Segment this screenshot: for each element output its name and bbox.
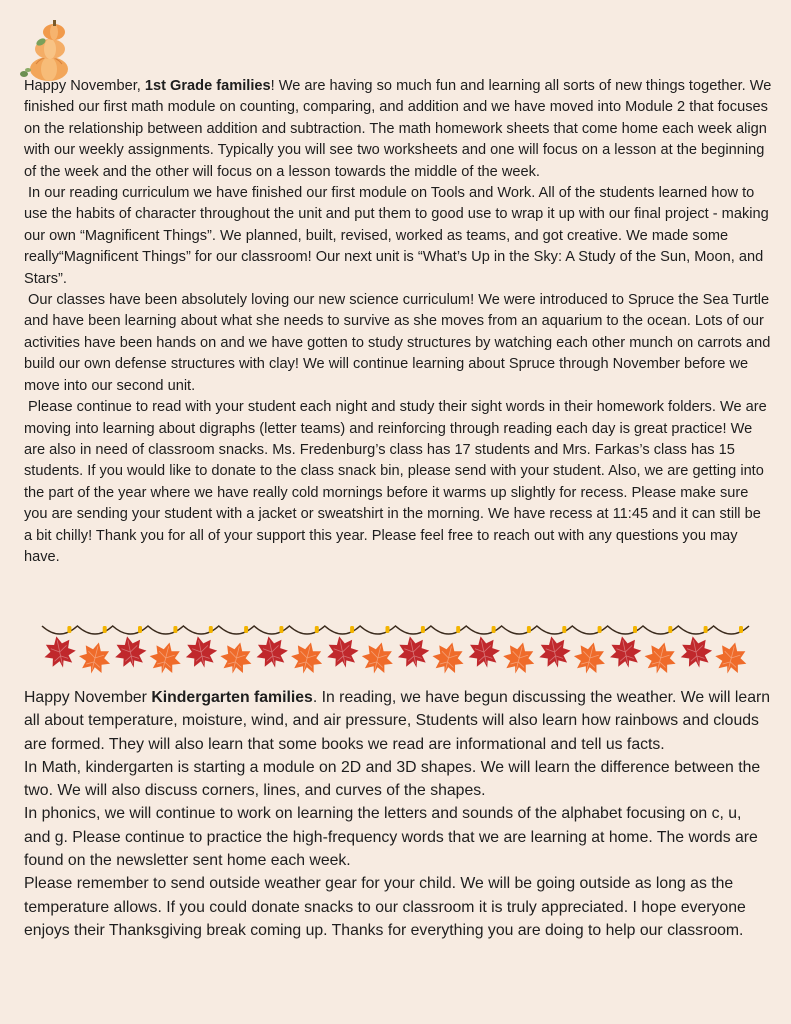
garland-leaf (358, 639, 397, 678)
garland-leaf (182, 633, 220, 671)
garland-leaf (606, 633, 644, 671)
garland-bead (668, 626, 672, 633)
garland-bead (633, 626, 637, 633)
garland-leaf (536, 633, 574, 671)
garland-bead (598, 626, 602, 633)
garland-leaf (394, 633, 432, 671)
garland-bead (173, 626, 177, 633)
garland-bead (386, 626, 390, 633)
garland-bead (562, 626, 566, 633)
first-grade-science-paragraph: Our classes have been absolutely loving our new science curriculum! We were introduced to Spruce the Sea Turtle and have been learning about what she needs to survive as she moves from an aquarium to the ocean. Lots of our activities have been hands on and we have gotten to study structures by watching each other munch on carrots and build our own defense structures with clay! We will continue learning about Spruce through November before we move into our second unit. (24, 292, 771, 394)
garland-bead (704, 626, 708, 633)
garland-leaf (76, 639, 115, 678)
pumpkin-stack-icon (16, 14, 74, 84)
garland-bead (209, 626, 213, 633)
garland-leaf (500, 639, 539, 678)
first-grade-intro: Happy November, 1st Grade families! We are having so much fun and learning all sorts of new things together. We finished our first math module on counting, comparing, and addition and we have moved into Module 2 that focuses on the relationship between addition and subtraction. The math homework sheets that come home each week align with our weekly assignments. Typically you will see two worksheets and one will focus on a lesson at the beginning of the week and the other will focus on a lesson towards the middle of the week. (24, 78, 772, 180)
garland-leaf (111, 633, 149, 671)
garland-leaf (712, 639, 751, 678)
autumn-leaf-garland-icon (38, 612, 753, 682)
garland-leaf (146, 639, 185, 678)
kindergarten-intro: Happy November Kindergarten families. In reading, we have begun discussing the weather. We will learn all about temperature, moisture, wind, and air pressure, Students will also learn how rainbows and clouds are formed. They will also learn that some books we read are informational and tell us facts. (24, 689, 771, 753)
garland-bead (67, 626, 71, 633)
garland-leaf (465, 633, 503, 671)
first-grade-reminders-paragraph: Please continue to read with your student each night and study their sight words in their homework folders. We are moving into learning about digraphs (letter teams) and reinforcing through reading each day is great practice! We are also in need of classroom snacks. Ms. Fredenburg’s class has 17 students and Mrs. Farkas’s class has 15 students. If you would like to donate to the class snack bin, please send with your student. Also, we are getting into the part of the year where we have really cold mornings before it warms up slightly for recess. Please make sure you are sending your student with a jacket or sweatshirt in the morning. We have recess at 11:45 and it can still be a bit chilly! Thank you for all of your support this year. Please feel free to reach out with any questions you may have. (24, 399, 767, 565)
kindergarten-closing-paragraph: Please remember to send outside weather gear for your child. We will be going outside as long as the temperature allows. If you could donate snacks to our classroom it is truly appreciated. I hope everyone enjoys their Thanksgiving break coming up. Thanks for everything you are doing to help our classroom. (24, 875, 746, 939)
garland-bead (456, 626, 460, 633)
garland-leaf (288, 639, 327, 678)
kindergarten-section (24, 686, 772, 942)
garland-bead (244, 626, 248, 633)
garland-leaf (641, 639, 680, 678)
garland-bead (350, 626, 354, 633)
garland-bead (138, 626, 142, 633)
garland-leaf (429, 639, 468, 678)
garland-bead (492, 626, 496, 633)
kindergarten-math-paragraph: In Math, kindergarten is starting a module on 2D and 3D shapes. We will learn the difference between the two. We will also discuss corners, lines, and curves of the shapes. (24, 758, 761, 800)
garland-bead (421, 626, 425, 633)
garland-bead (103, 626, 107, 633)
garland-leaf (253, 633, 291, 671)
garland-leaf (324, 633, 362, 671)
garland-leaf (571, 639, 610, 678)
first-grade-section (24, 76, 772, 568)
garland-bead (279, 626, 283, 633)
first-grade-families-heading: 1st Grade families (144, 78, 271, 94)
kindergarten-families-heading: Kindergarten families (151, 689, 313, 706)
garland-bead (527, 626, 531, 633)
garland-leaf (217, 639, 256, 678)
first-grade-reading-paragraph: In our reading curriculum we have finished our first module on Tools and Work. All of the students learned how to use the habits of character throughout the unit and put them to good use to wrap it up with our final project - making our own “Magnificent Things”. We planned, built, revised, worked as teams, and got creative. We made some really“Magnificent Things” for our classroom! Our next unit is “What’s Up in the Sky: A Study of the Sun, Moon, and Stars”. (24, 185, 769, 287)
garland-bead (315, 626, 319, 633)
garland-bead (739, 626, 743, 633)
kindergarten-phonics-paragraph: In phonics, we will continue to work on learning the letters and sounds of the alphabet focusing on c, u, and g. Please continue to practice the high-frequency words that we are learning at home. The words are found on the newsletter sent home each week. (24, 805, 758, 870)
garland-leaf (41, 633, 79, 671)
garland-leaf (677, 633, 715, 671)
